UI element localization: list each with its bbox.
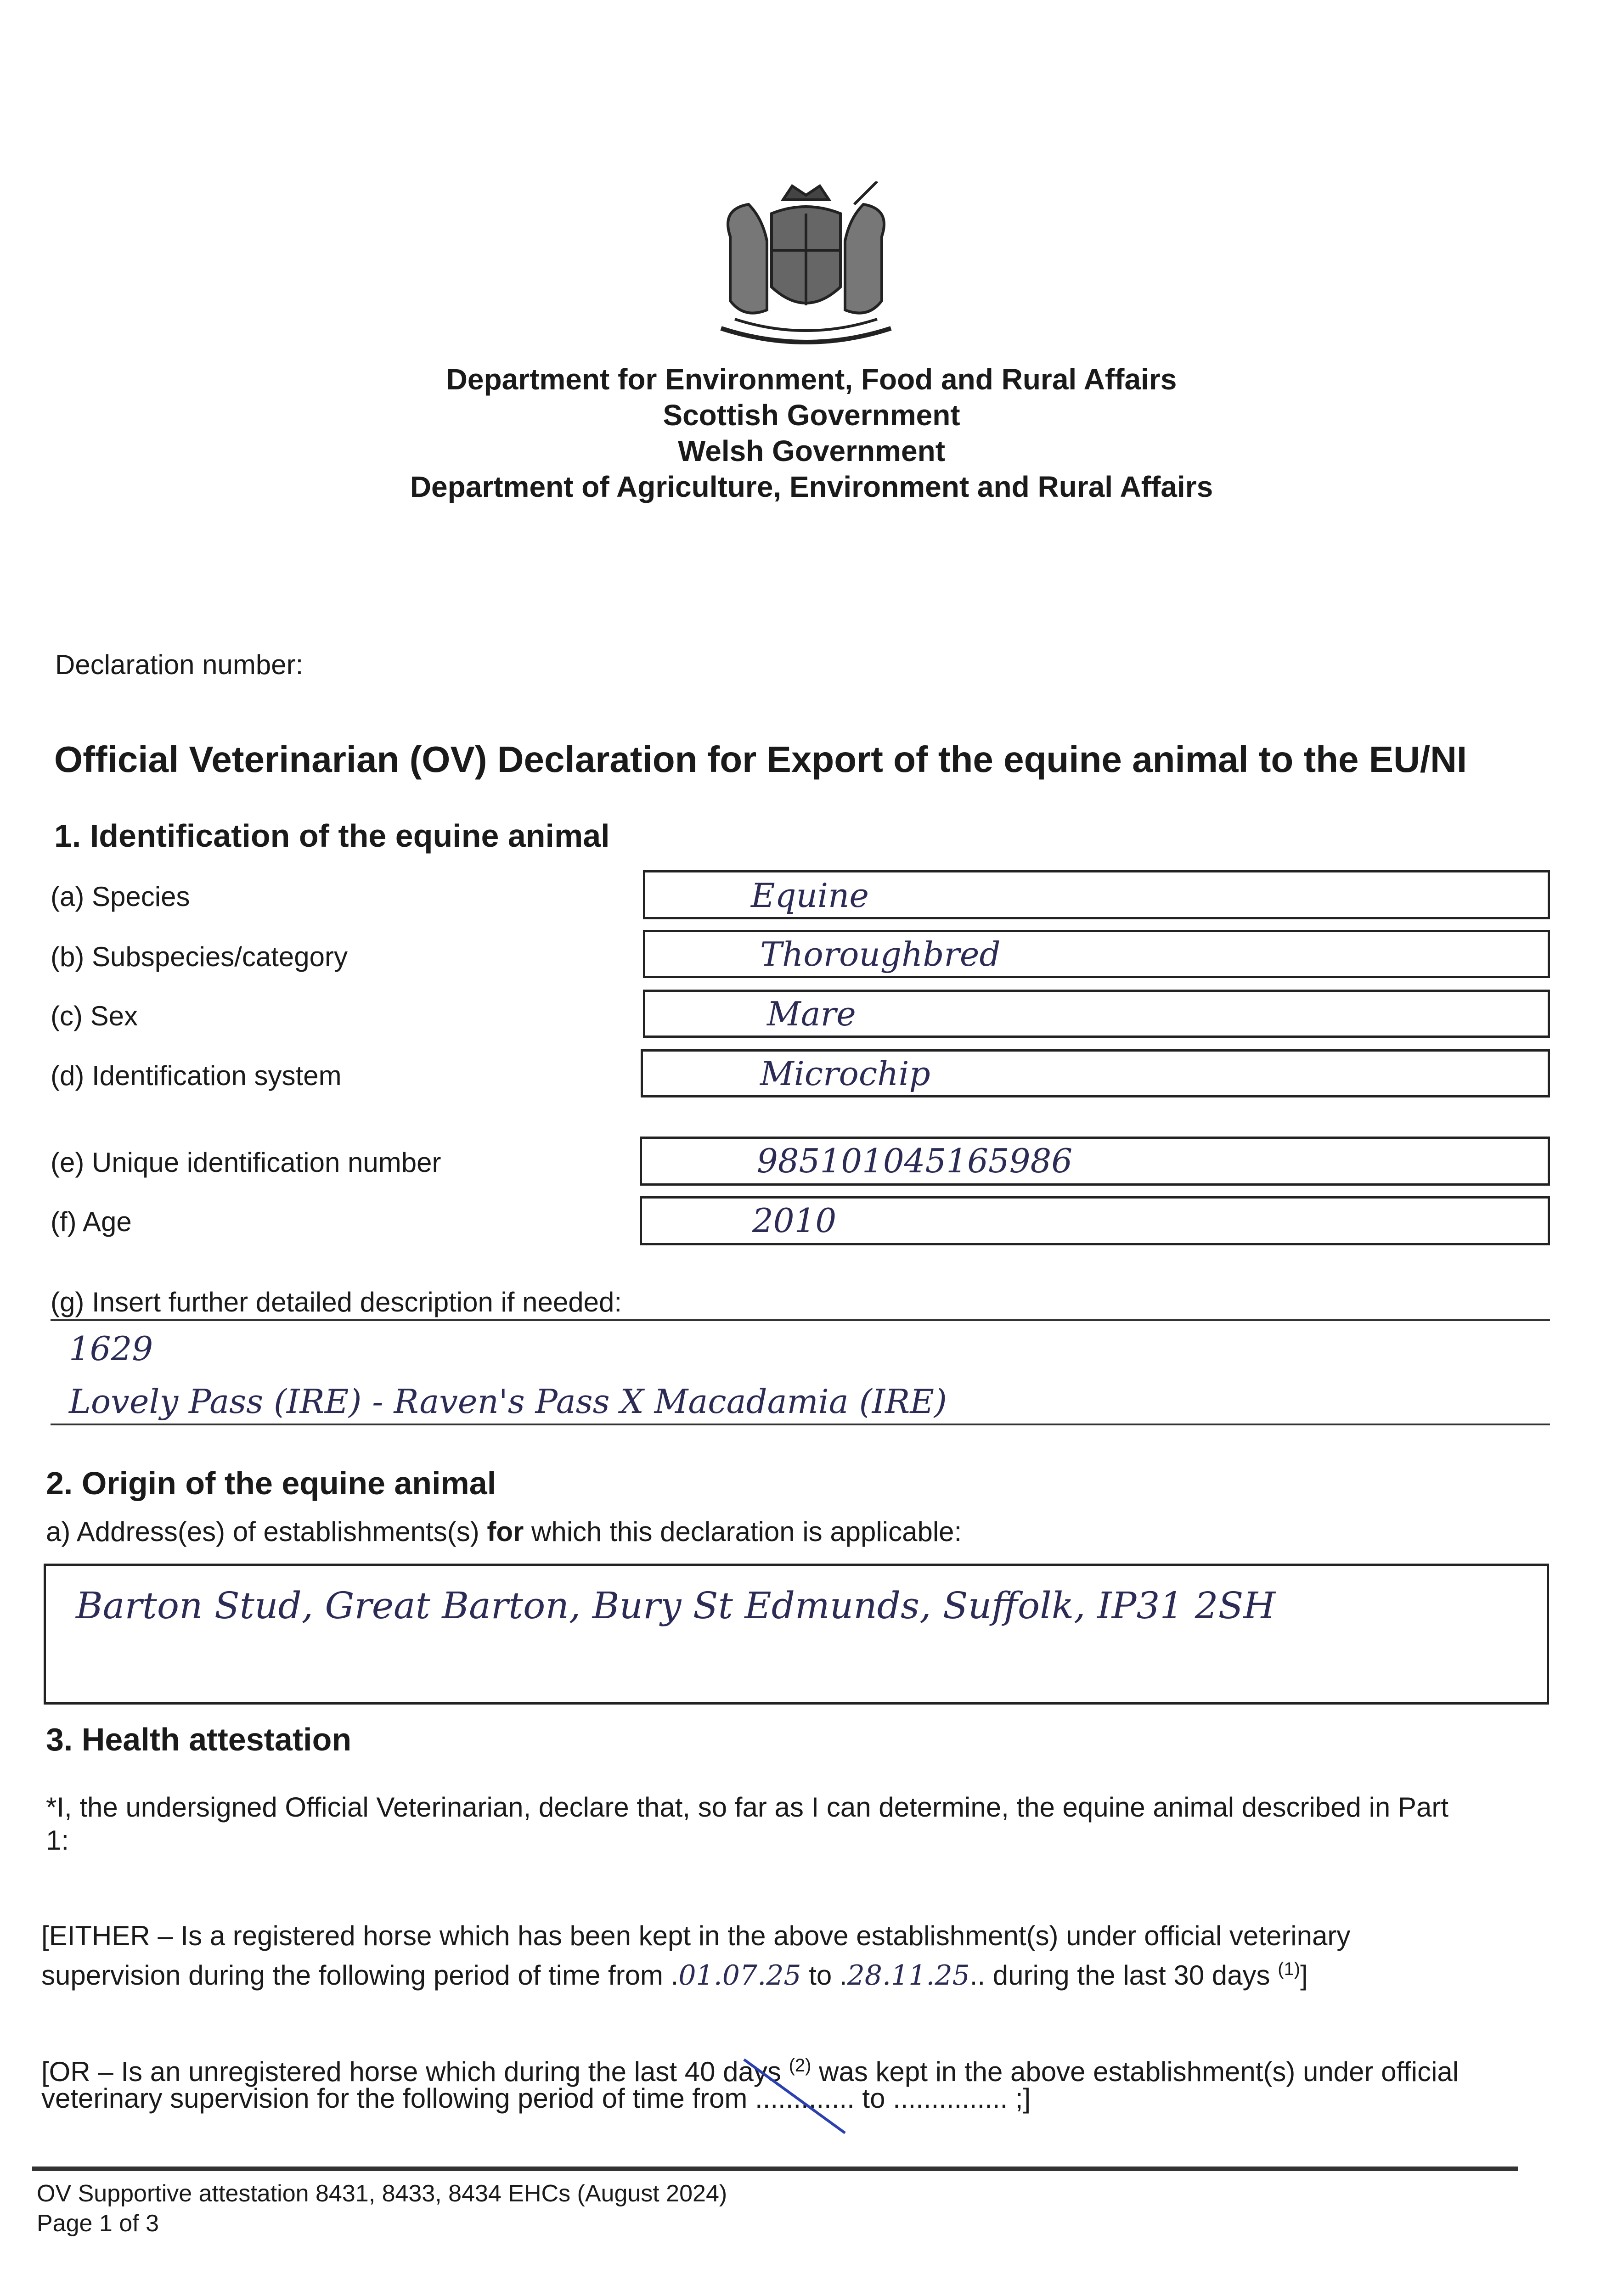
address-label: a) Address(es) of establishments(s) for which this declaration is applicable:: [46, 1516, 962, 1547]
species-field: [643, 870, 1550, 919]
declaration-number-label: Declaration number:: [55, 649, 304, 680]
unique-id-field: [640, 1137, 1550, 1186]
section2-heading: 2. Origin of the equine animal: [46, 1465, 496, 1501]
or-line-2: veterinary supervision for the following period of time from ............. to ............... ;]: [41, 2083, 1031, 2114]
health-intro-line-2: 1:: [46, 1825, 69, 1856]
species-label: (a) Species: [51, 881, 190, 912]
sex-value: Mare: [767, 995, 856, 1033]
header-line-3: Welsh Government: [677, 434, 946, 467]
footer-page-number: Page 1 of 3: [37, 2210, 159, 2237]
age-field: [640, 1196, 1550, 1245]
subspecies-value: Thoroughbred: [760, 935, 1001, 974]
age-label: (f) Age: [51, 1206, 132, 1237]
subspecies-label: (b) Subspecies/category: [51, 941, 348, 972]
either-from-date: 01.07.25: [678, 1959, 801, 1992]
unique-id-value: 985101045165986: [757, 1142, 1073, 1180]
health-intro-line-1: *I, the undersigned Official Veterinarian, declare that, so far as I can determine, the equine animal described in Part: [46, 1792, 1448, 1823]
sex-field: [643, 990, 1550, 1038]
either-to-date: 28.11.25: [847, 1959, 970, 1992]
further-description-label: (g) Insert further detailed description if needed:: [51, 1287, 622, 1317]
identification-system-field: [641, 1049, 1550, 1097]
unique-id-label: (e) Unique identification number: [51, 1147, 441, 1178]
header-line-4: Department of Agriculture, Environment and Rural Affairs: [410, 470, 1213, 503]
header-line-1: Department for Environment, Food and Rural Affairs: [446, 363, 1177, 396]
species-value: Equine: [751, 876, 869, 915]
either-line-1: [EITHER – Is a registered horse which has been kept in the above establishment(s) under official veterinary: [41, 1920, 1351, 1951]
section3-heading: 3. Health attestation: [46, 1722, 352, 1757]
footer-rule: [32, 2167, 1518, 2171]
subspecies-field: [643, 930, 1550, 978]
or-line-1: [OR – Is an unregistered horse which during the last 40 days $^{(2)}$ was kept in the above establishment(s) under official: [41, 2055, 1459, 2087]
footer-line-1: OV Supportive attestation 8431, 8433, 8434 EHCs (August 2024): [37, 2180, 727, 2207]
identification-system-label: (d) Identification system: [51, 1060, 342, 1091]
page-title: Official Veterinarian (OV) Declaration for Export of the equine animal to the EU/NI: [54, 739, 1467, 780]
further-description-bottom-rule: [51, 1424, 1550, 1425]
sex-label: (c) Sex: [51, 1001, 138, 1031]
strike-through-mark: [735, 2053, 854, 2140]
address-field: [44, 1564, 1549, 1705]
section1-heading: 1. Identification of the equine animal: [54, 818, 610, 854]
further-description-line-2: Lovely Pass (IRE) - Raven's Pass X Macadamia (IRE): [69, 1382, 947, 1421]
royal-coat-of-arms-icon: [703, 181, 909, 354]
further-description-top-rule: [51, 1319, 1550, 1321]
header-line-2: Scottish Government: [663, 399, 960, 432]
further-description-line-1: 1629: [69, 1329, 153, 1368]
identification-system-value: Microchip: [760, 1054, 930, 1093]
address-value: Barton Stud, Great Barton, Bury St Edmunds, Suffolk, IP31 2SH: [76, 1584, 1276, 1627]
either-line-2: supervision during the following period of time from .01.07.25 to .28.11.25.. during the last 30 days $^{(1)}$]: [41, 1959, 1308, 1992]
age-value: 2010: [752, 1201, 837, 1240]
